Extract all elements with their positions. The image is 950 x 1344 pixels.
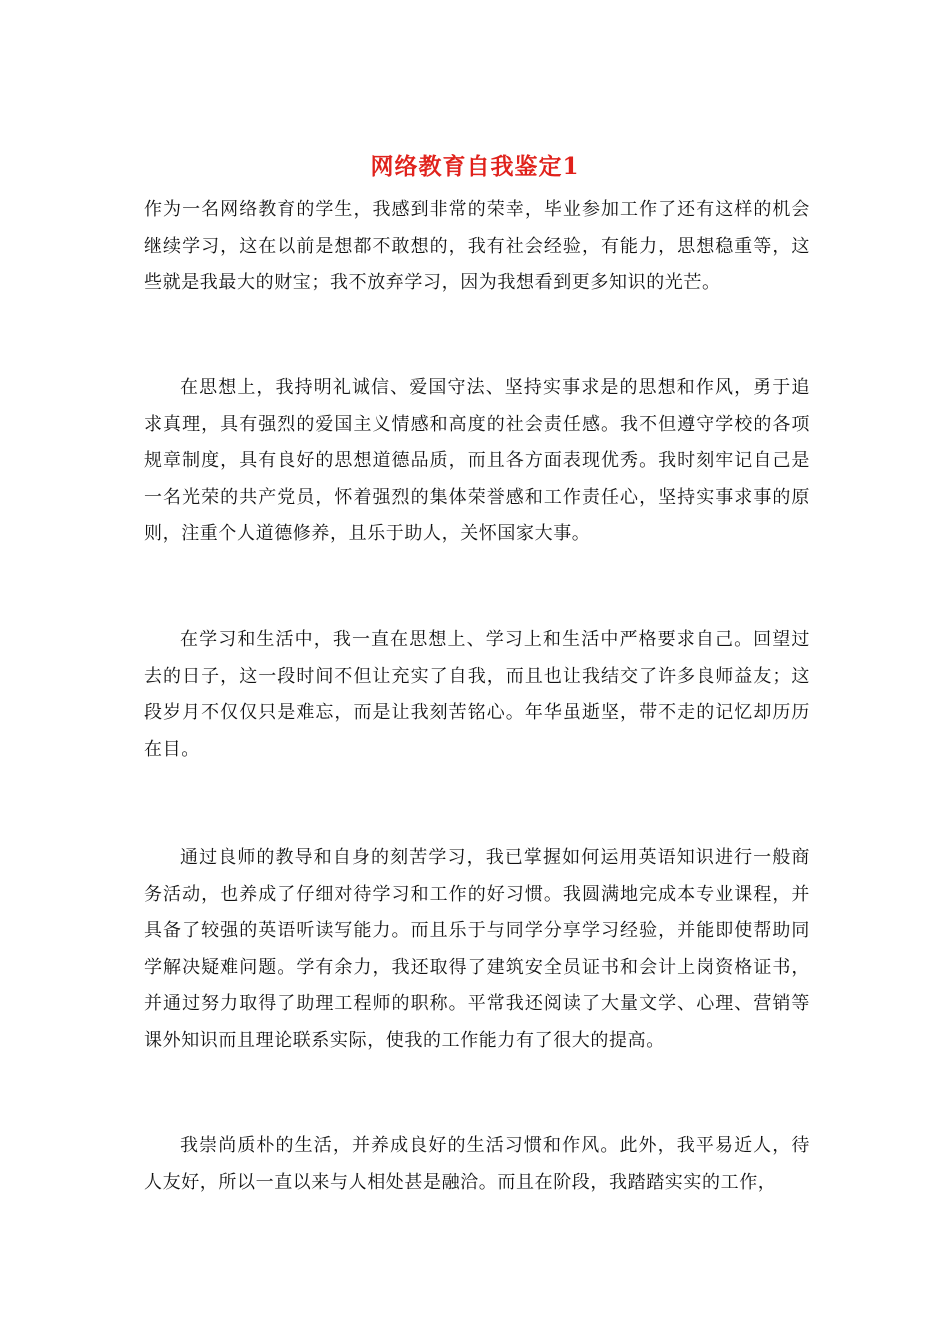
paragraph-thought: 在思想上，我持明礼诚信、爱国守法、坚持实事求是的思想和作风，勇于追求真理，具有强烈的爱国主义情感和高度的社会责任感。我不但遵守学校的各项规章制度，具有良好的思想道德品质，而且各方面表现优秀。我时刻牢记自己是一名光荣的共产党员，怀着强烈的集体荣誉感和工作责任心，坚持实事求事的原则，注重个人道德修养，且乐于助人，关怀国家大事。	[144, 377, 810, 544]
paragraph-intro: 作为一名网络教育的学生，我感到非常的荣幸，毕业参加工作了还有这样的机会继续学习，这在以前是想都不敢想的，我有社会经验，有能力，思想稳重等，这些就是我最大的财宝；我不放弃学习，因为我想看到更多知识的光芒。	[144, 199, 810, 293]
paragraph-study-life: 在学习和生活中，我一直在思想上、学习上和生活中严格要求自己。回望过去的日子，这一段时间不但让充实了自我，而且也让我结交了许多良师益友；这段岁月不仅仅只是难忘，而是让我刻苦铭心。年华虽逝坚，带不走的记忆却历历在目。	[144, 629, 810, 760]
paragraph-lifestyle: 我崇尚质朴的生活，并养成良好的生活习惯和作风。此外，我平易近人，待人友好，所以一直以来与人相处甚是融洽。而且在阶段，我踏踏实实的工作，	[144, 1135, 810, 1193]
document-title: 网络教育自我鉴定1	[370, 153, 580, 180]
paragraph-skills: 通过良师的教导和自身的刻苦学习，我已掌握如何运用英语知识进行一般商务活动，也养成了仔细对待学习和工作的好习惯。我圆满地完成本专业课程，并具备了较强的英语听读写能力。而且乐于与同学分享学习经验，并能即使帮助同学解决疑难问题。学有余力，我还取得了建筑安全员证书和会计上岗资格证书，并通过努力取得了助理工程师的职称。平常我还阅读了大量文学、心理、营销等课外知识而且理论联系实际，使我的工作能力有了很大的提高。	[144, 847, 810, 1051]
